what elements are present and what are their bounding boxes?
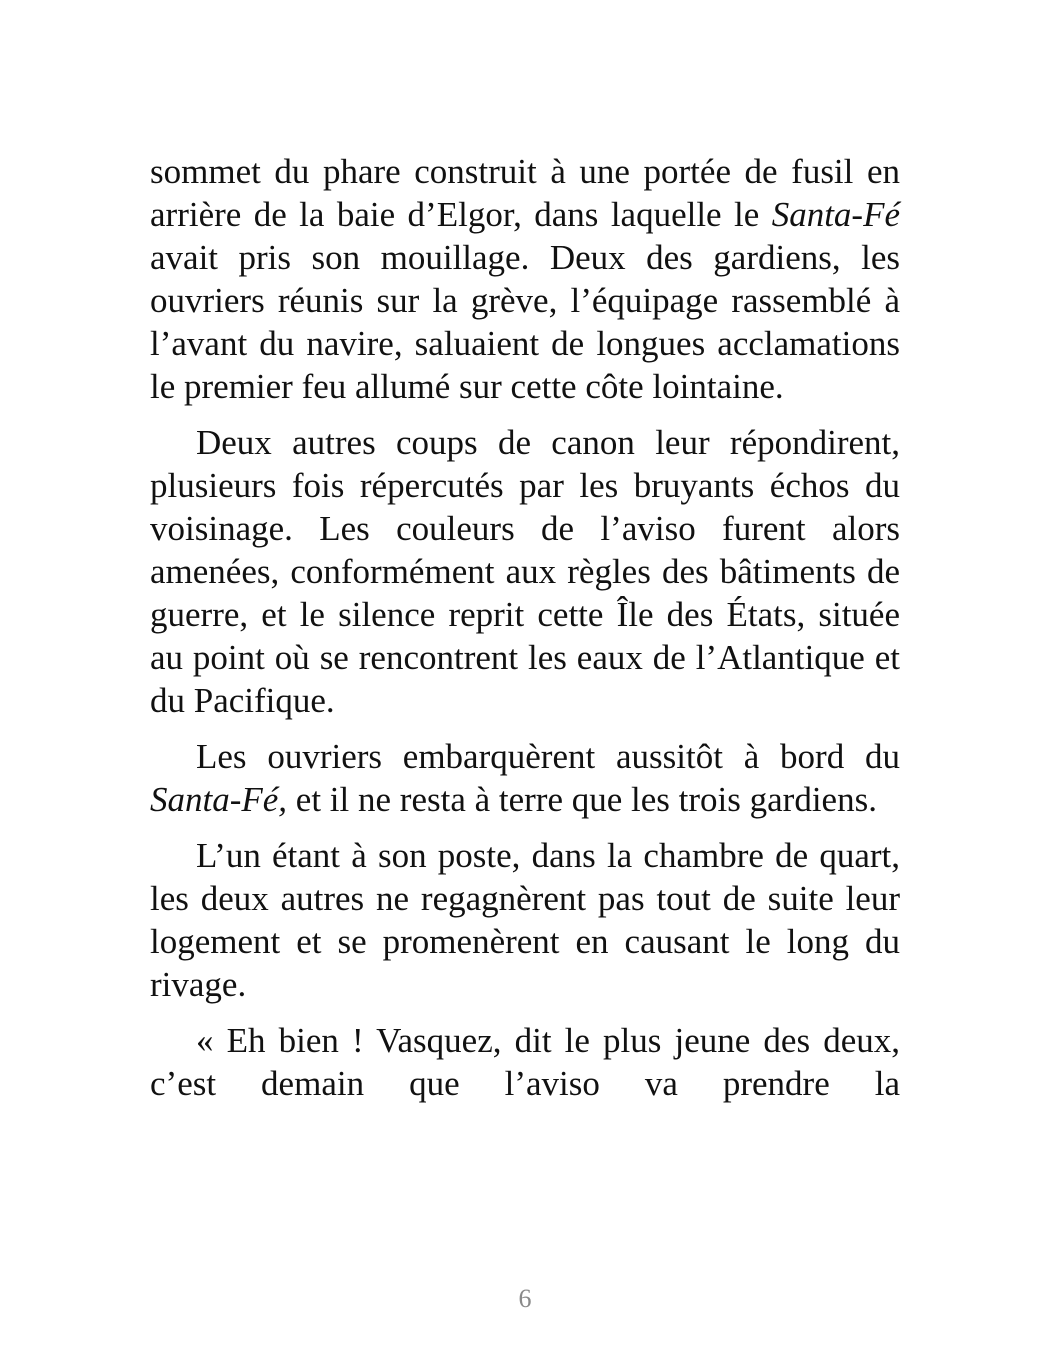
- ship-name-italic: Santa-Fé: [771, 195, 900, 234]
- paragraph-1: sommet du phare construit à une portée de fusil en arrière de la baie d’Elgor, dans laquelle le Santa-Fé avait pris son mouillage. Deux des gardiens, les ouvriers réunis sur la grève, l’équipage rassemblé à l’avant du navire, saluaient de longues acclamations le premier feu allumé sur cette côte lointaine.: [150, 152, 900, 406]
- ship-name-italic: Santa-Fé,: [150, 780, 288, 819]
- body-text: [150, 150, 900, 1118]
- paragraph-2: Deux autres coups de canon leur répondirent, plusieurs fois répercutés par les bruyants échos du voisinage. Les couleurs de l’aviso furent alors amenées, conformément aux règles des bâtiments de guerre, et le silence reprit cette Île des États, située au point où se rencontrent les eaux de l’Atlantique et du Pacifique.: [150, 423, 900, 720]
- paragraph-4: L’un étant à son poste, dans la chambre de quart, les deux autres ne regagnèrent pas tout de suite leur logement et se promenèrent en causant le long du rivage.: [150, 836, 900, 1004]
- paragraph-3: Les ouvriers embarquèrent aussitôt à bord du Santa-Fé, et il ne resta à terre que les trois gardiens.: [150, 737, 900, 819]
- page-number: 6: [518, 1284, 532, 1313]
- paragraph-5: « Eh bien ! Vasquez, dit le plus jeune des deux, c’est demain que l’aviso va prendre la: [150, 1021, 900, 1103]
